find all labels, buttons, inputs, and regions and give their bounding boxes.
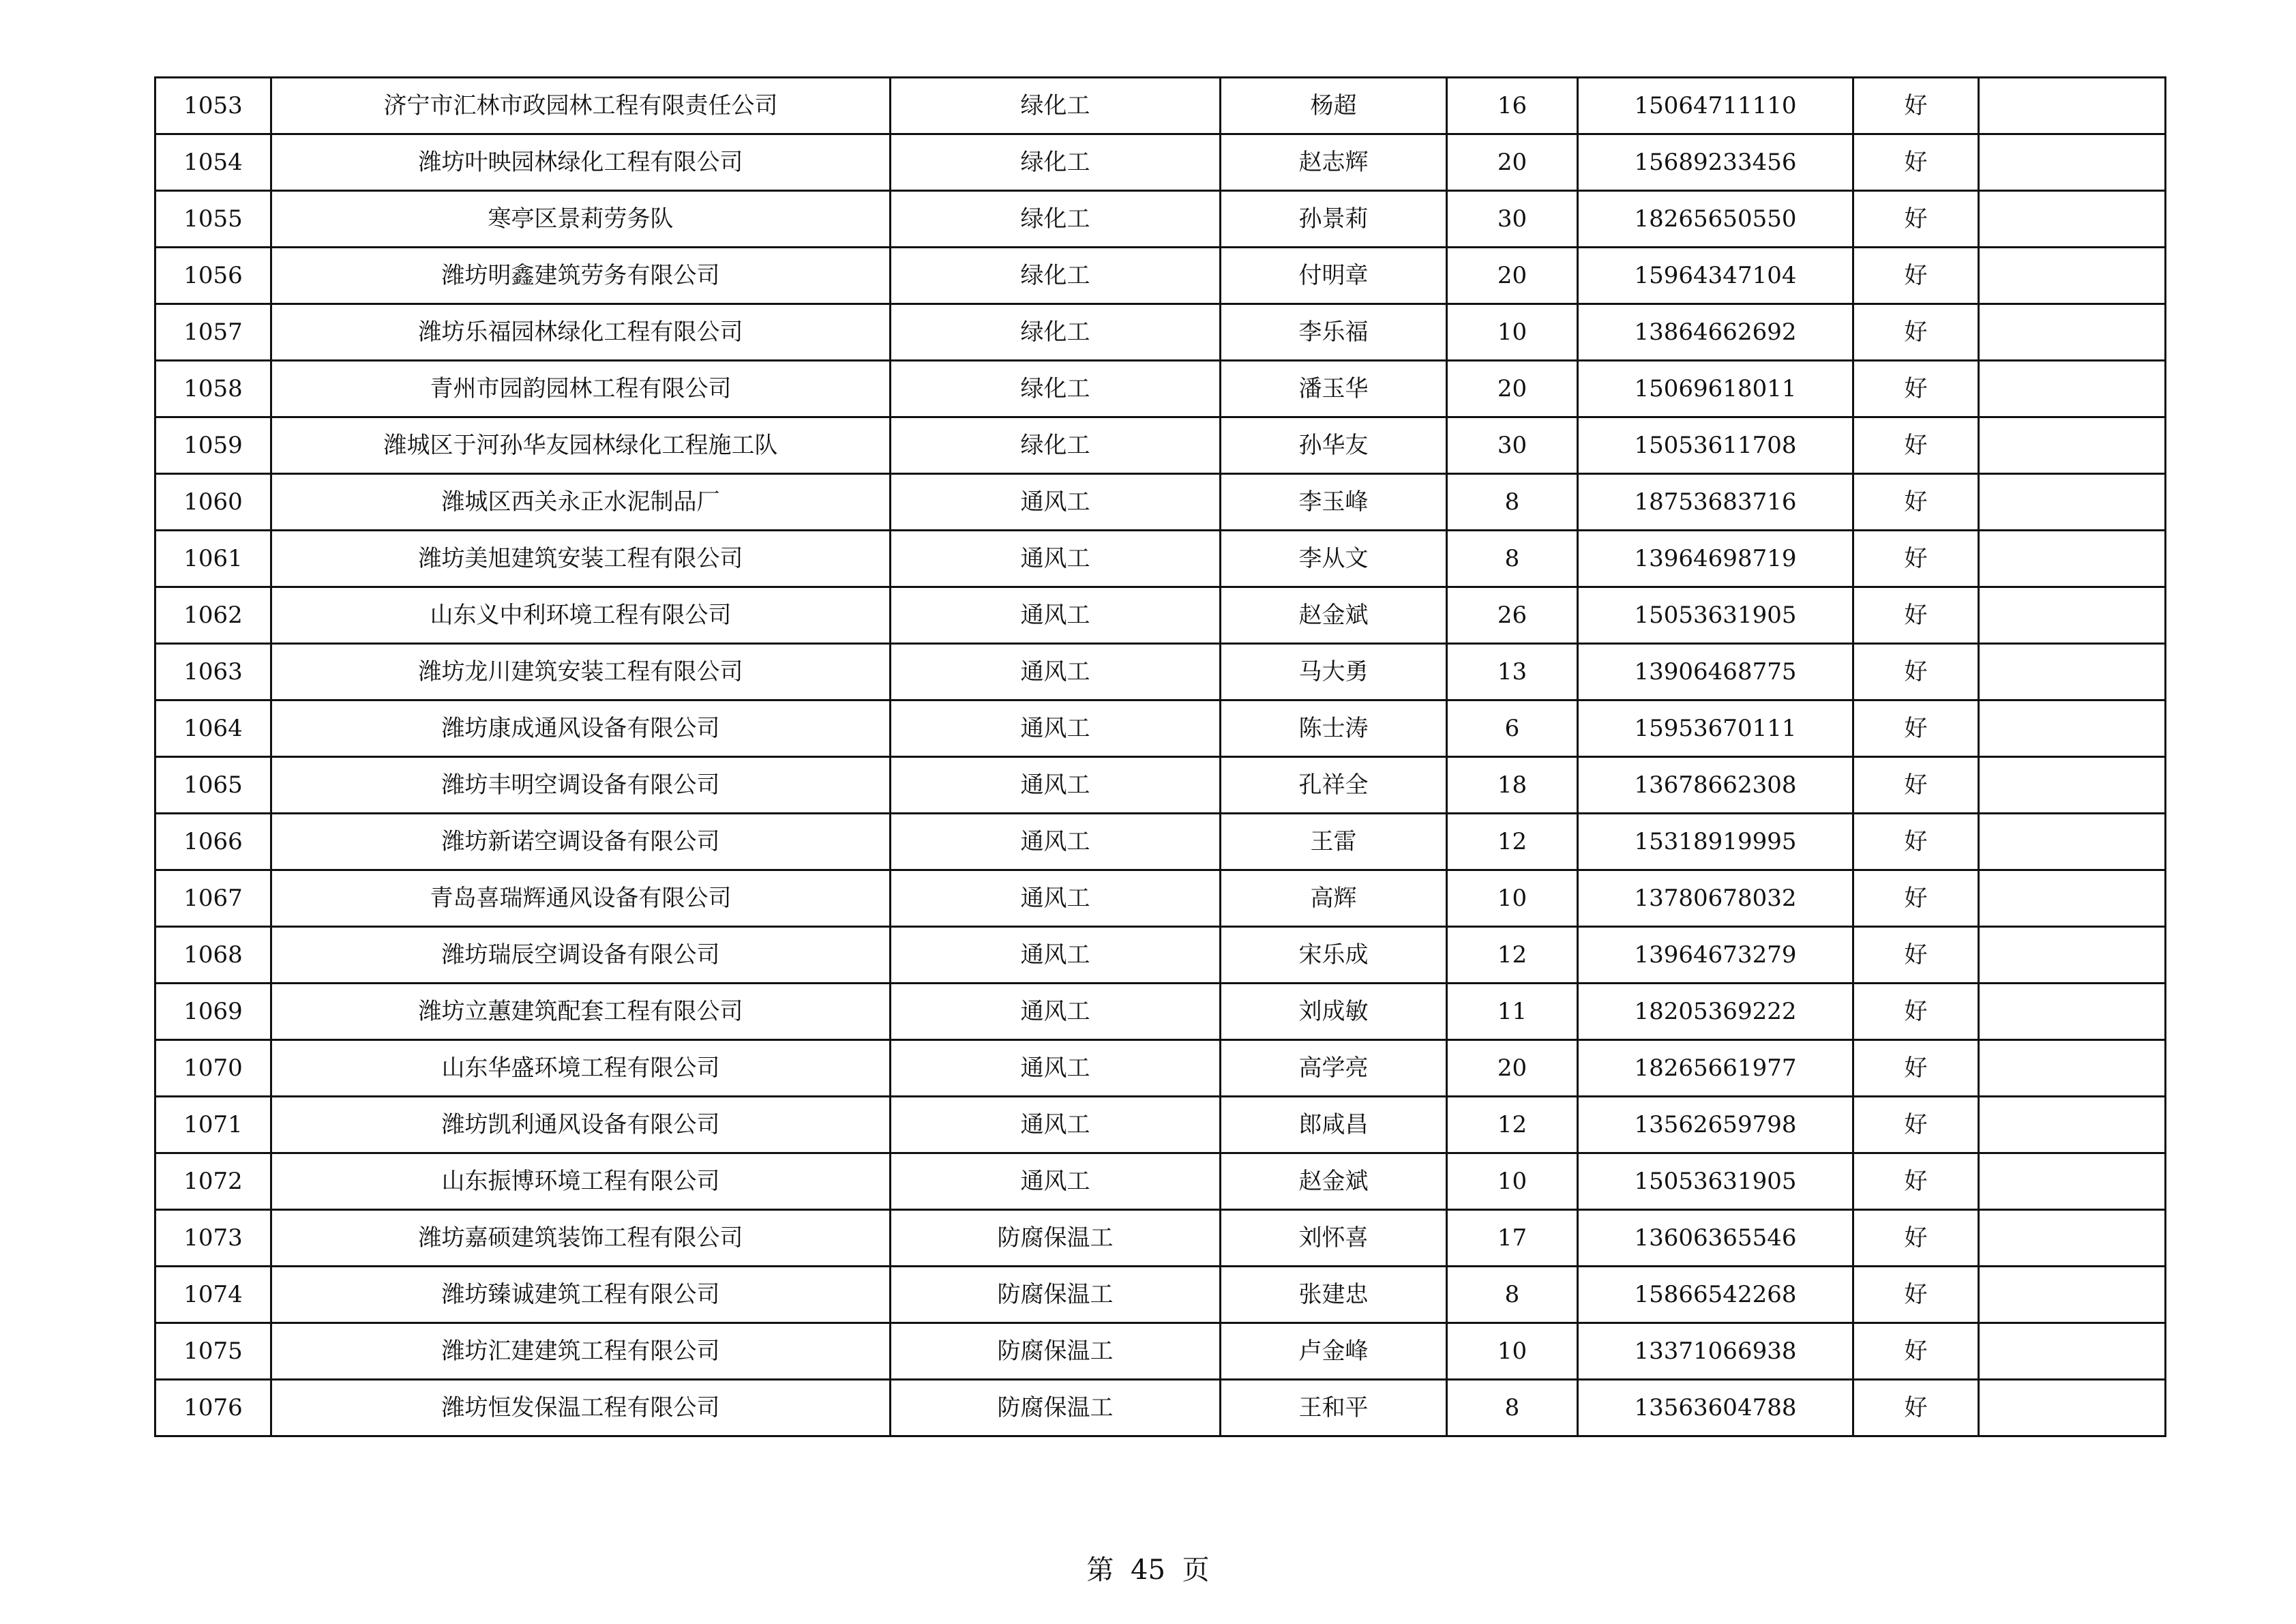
cell-number: 1053 xyxy=(155,78,271,134)
cell-phone: 15069618011 xyxy=(1578,361,1853,417)
cell-rating: 好 xyxy=(1853,984,1979,1040)
cell-company: 潍坊丰明空调设备有限公司 xyxy=(271,757,891,814)
cell-contact: 郎咸昌 xyxy=(1221,1097,1447,1153)
cell-number: 1058 xyxy=(155,361,271,417)
cell-count: 18 xyxy=(1447,757,1578,814)
cell-note xyxy=(1979,78,2166,134)
cell-phone: 18205369222 xyxy=(1578,984,1853,1040)
cell-contact: 付明章 xyxy=(1221,248,1447,304)
table-row xyxy=(155,1153,2166,1210)
cell-phone: 13563604788 xyxy=(1578,1380,1853,1436)
cell-trade: 绿化工 xyxy=(891,304,1221,361)
table-row xyxy=(155,78,2166,134)
cell-count: 13 xyxy=(1447,644,1578,700)
cell-trade: 通风工 xyxy=(891,644,1221,700)
cell-note xyxy=(1979,474,2166,531)
cell-company: 潍城区于河孙华友园林绿化工程施工队 xyxy=(271,417,891,474)
cell-phone: 15064711110 xyxy=(1578,78,1853,134)
footer-prefix: 第 xyxy=(1086,1554,1114,1586)
table-row xyxy=(155,644,2166,700)
cell-phone: 15689233456 xyxy=(1578,134,1853,191)
cell-phone: 13864662692 xyxy=(1578,304,1853,361)
cell-rating: 好 xyxy=(1853,644,1979,700)
cell-note xyxy=(1979,587,2166,644)
table-row xyxy=(155,1267,2166,1323)
table-row xyxy=(155,1097,2166,1153)
cell-number: 1065 xyxy=(155,757,271,814)
cell-trade: 防腐保温工 xyxy=(891,1380,1221,1436)
cell-company: 潍坊瑞辰空调设备有限公司 xyxy=(271,927,891,984)
cell-note xyxy=(1979,644,2166,700)
page-footer xyxy=(0,1548,2296,1587)
cell-number: 1054 xyxy=(155,134,271,191)
cell-phone: 13906468775 xyxy=(1578,644,1853,700)
cell-count: 6 xyxy=(1447,700,1578,757)
cell-phone: 18265661977 xyxy=(1578,1040,1853,1097)
cell-number: 1061 xyxy=(155,531,271,587)
cell-count: 20 xyxy=(1447,1040,1578,1097)
cell-phone: 15866542268 xyxy=(1578,1267,1853,1323)
cell-number: 1059 xyxy=(155,417,271,474)
cell-trade: 绿化工 xyxy=(891,417,1221,474)
cell-rating: 好 xyxy=(1853,1097,1979,1153)
cell-count: 10 xyxy=(1447,304,1578,361)
cell-trade: 防腐保温工 xyxy=(891,1267,1221,1323)
table-row xyxy=(155,870,2166,927)
cell-rating: 好 xyxy=(1853,304,1979,361)
cell-count: 20 xyxy=(1447,361,1578,417)
cell-trade: 绿化工 xyxy=(891,248,1221,304)
cell-trade: 通风工 xyxy=(891,984,1221,1040)
cell-note xyxy=(1979,700,2166,757)
cell-number: 1069 xyxy=(155,984,271,1040)
cell-number: 1068 xyxy=(155,927,271,984)
cell-note xyxy=(1979,134,2166,191)
table-row xyxy=(155,1380,2166,1436)
cell-number: 1074 xyxy=(155,1267,271,1323)
cell-trade: 绿化工 xyxy=(891,361,1221,417)
cell-note xyxy=(1979,1040,2166,1097)
cell-rating: 好 xyxy=(1853,1380,1979,1436)
cell-contact: 宋乐成 xyxy=(1221,927,1447,984)
cell-note xyxy=(1979,191,2166,248)
cell-note xyxy=(1979,1267,2166,1323)
cell-trade: 通风工 xyxy=(891,814,1221,870)
cell-number: 1064 xyxy=(155,700,271,757)
cell-count: 17 xyxy=(1447,1210,1578,1267)
table-row xyxy=(155,1323,2166,1380)
cell-company: 寒亭区景莉劳务队 xyxy=(271,191,891,248)
cell-rating: 好 xyxy=(1853,1323,1979,1380)
cell-phone: 15053611708 xyxy=(1578,417,1853,474)
cell-number: 1056 xyxy=(155,248,271,304)
cell-company: 青岛喜瑞辉通风设备有限公司 xyxy=(271,870,891,927)
cell-contact: 赵金斌 xyxy=(1221,587,1447,644)
cell-note xyxy=(1979,304,2166,361)
cell-count: 16 xyxy=(1447,78,1578,134)
table-row xyxy=(155,587,2166,644)
cell-rating: 好 xyxy=(1853,700,1979,757)
cell-company: 潍坊新诺空调设备有限公司 xyxy=(271,814,891,870)
cell-phone: 18753683716 xyxy=(1578,474,1853,531)
cell-count: 8 xyxy=(1447,531,1578,587)
cell-contact: 李乐福 xyxy=(1221,304,1447,361)
cell-count: 10 xyxy=(1447,1323,1578,1380)
table-row xyxy=(155,1040,2166,1097)
cell-rating: 好 xyxy=(1853,757,1979,814)
table-body xyxy=(155,78,2166,1436)
cell-company: 潍坊明鑫建筑劳务有限公司 xyxy=(271,248,891,304)
cell-contact: 陈士涛 xyxy=(1221,700,1447,757)
table-row xyxy=(155,814,2166,870)
cell-number: 1063 xyxy=(155,644,271,700)
cell-contact: 刘怀喜 xyxy=(1221,1210,1447,1267)
cell-phone: 18265650550 xyxy=(1578,191,1853,248)
table-row xyxy=(155,927,2166,984)
cell-company: 潍坊嘉硕建筑装饰工程有限公司 xyxy=(271,1210,891,1267)
cell-company: 济宁市汇林市政园林工程有限责任公司 xyxy=(271,78,891,134)
cell-rating: 好 xyxy=(1853,1210,1979,1267)
cell-rating: 好 xyxy=(1853,248,1979,304)
cell-contact: 孔祥全 xyxy=(1221,757,1447,814)
cell-company: 山东华盛环境工程有限公司 xyxy=(271,1040,891,1097)
cell-note xyxy=(1979,870,2166,927)
cell-number: 1057 xyxy=(155,304,271,361)
cell-note xyxy=(1979,814,2166,870)
cell-count: 8 xyxy=(1447,1380,1578,1436)
cell-count: 12 xyxy=(1447,927,1578,984)
cell-contact: 马大勇 xyxy=(1221,644,1447,700)
cell-trade: 通风工 xyxy=(891,700,1221,757)
cell-number: 1073 xyxy=(155,1210,271,1267)
cell-rating: 好 xyxy=(1853,361,1979,417)
cell-trade: 通风工 xyxy=(891,927,1221,984)
table-row xyxy=(155,191,2166,248)
cell-contact: 张建忠 xyxy=(1221,1267,1447,1323)
cell-trade: 通风工 xyxy=(891,1153,1221,1210)
cell-contact: 高学亮 xyxy=(1221,1040,1447,1097)
cell-contact: 赵志辉 xyxy=(1221,134,1447,191)
cell-rating: 好 xyxy=(1853,1153,1979,1210)
cell-trade: 绿化工 xyxy=(891,134,1221,191)
footer-suffix: 页 xyxy=(1182,1554,1210,1586)
cell-contact: 刘成敏 xyxy=(1221,984,1447,1040)
cell-count: 20 xyxy=(1447,134,1578,191)
cell-count: 11 xyxy=(1447,984,1578,1040)
cell-contact: 杨超 xyxy=(1221,78,1447,134)
cell-contact: 王和平 xyxy=(1221,1380,1447,1436)
cell-contact: 李玉峰 xyxy=(1221,474,1447,531)
cell-phone: 15964347104 xyxy=(1578,248,1853,304)
cell-company: 山东振博环境工程有限公司 xyxy=(271,1153,891,1210)
cell-count: 30 xyxy=(1447,191,1578,248)
cell-phone: 15053631905 xyxy=(1578,1153,1853,1210)
cell-rating: 好 xyxy=(1853,78,1979,134)
cell-rating: 好 xyxy=(1853,814,1979,870)
cell-number: 1060 xyxy=(155,474,271,531)
cell-company: 潍城区西关永正水泥制品厂 xyxy=(271,474,891,531)
cell-number: 1055 xyxy=(155,191,271,248)
cell-trade: 防腐保温工 xyxy=(891,1210,1221,1267)
cell-rating: 好 xyxy=(1853,870,1979,927)
cell-phone: 15318919995 xyxy=(1578,814,1853,870)
cell-note xyxy=(1979,531,2166,587)
cell-company: 青州市园韵园林工程有限公司 xyxy=(271,361,891,417)
cell-trade: 通风工 xyxy=(891,587,1221,644)
cell-note xyxy=(1979,984,2166,1040)
cell-rating: 好 xyxy=(1853,531,1979,587)
cell-note xyxy=(1979,248,2166,304)
cell-company: 潍坊叶映园林绿化工程有限公司 xyxy=(271,134,891,191)
cell-company: 潍坊汇建建筑工程有限公司 xyxy=(271,1323,891,1380)
cell-number: 1075 xyxy=(155,1323,271,1380)
contractor-table xyxy=(154,76,2166,1437)
table-row xyxy=(155,417,2166,474)
cell-trade: 绿化工 xyxy=(891,191,1221,248)
cell-note xyxy=(1979,1153,2166,1210)
cell-company: 潍坊臻诚建筑工程有限公司 xyxy=(271,1267,891,1323)
cell-number: 1066 xyxy=(155,814,271,870)
cell-number: 1062 xyxy=(155,587,271,644)
table-row xyxy=(155,134,2166,191)
table-row xyxy=(155,248,2166,304)
table-row xyxy=(155,1210,2166,1267)
cell-number: 1072 xyxy=(155,1153,271,1210)
cell-note xyxy=(1979,361,2166,417)
cell-count: 12 xyxy=(1447,1097,1578,1153)
cell-number: 1070 xyxy=(155,1040,271,1097)
cell-contact: 李从文 xyxy=(1221,531,1447,587)
cell-phone: 13780678032 xyxy=(1578,870,1853,927)
cell-trade: 绿化工 xyxy=(891,78,1221,134)
cell-count: 30 xyxy=(1447,417,1578,474)
cell-number: 1076 xyxy=(155,1380,271,1436)
cell-trade: 通风工 xyxy=(891,757,1221,814)
cell-contact: 卢金峰 xyxy=(1221,1323,1447,1380)
cell-trade: 通风工 xyxy=(891,870,1221,927)
table-row xyxy=(155,474,2166,531)
cell-company: 潍坊凯利通风设备有限公司 xyxy=(271,1097,891,1153)
cell-company: 潍坊乐福园林绿化工程有限公司 xyxy=(271,304,891,361)
cell-contact: 王雷 xyxy=(1221,814,1447,870)
table-row xyxy=(155,304,2166,361)
page-number: 45 xyxy=(1131,1554,1165,1586)
cell-contact: 赵金斌 xyxy=(1221,1153,1447,1210)
cell-company: 潍坊立蕙建筑配套工程有限公司 xyxy=(271,984,891,1040)
cell-count: 26 xyxy=(1447,587,1578,644)
cell-rating: 好 xyxy=(1853,1267,1979,1323)
cell-count: 8 xyxy=(1447,474,1578,531)
cell-trade: 通风工 xyxy=(891,531,1221,587)
cell-phone: 13678662308 xyxy=(1578,757,1853,814)
cell-rating: 好 xyxy=(1853,191,1979,248)
cell-company: 潍坊美旭建筑安装工程有限公司 xyxy=(271,531,891,587)
cell-rating: 好 xyxy=(1853,927,1979,984)
cell-rating: 好 xyxy=(1853,1040,1979,1097)
table-row xyxy=(155,531,2166,587)
cell-count: 10 xyxy=(1447,870,1578,927)
cell-contact: 孙华友 xyxy=(1221,417,1447,474)
cell-phone: 13371066938 xyxy=(1578,1323,1853,1380)
cell-contact: 潘玉华 xyxy=(1221,361,1447,417)
cell-phone: 15953670111 xyxy=(1578,700,1853,757)
cell-company: 山东义中利环境工程有限公司 xyxy=(271,587,891,644)
cell-phone: 13562659798 xyxy=(1578,1097,1853,1153)
cell-phone: 13964698719 xyxy=(1578,531,1853,587)
cell-count: 8 xyxy=(1447,1267,1578,1323)
cell-company: 潍坊龙川建筑安装工程有限公司 xyxy=(271,644,891,700)
cell-note xyxy=(1979,1097,2166,1153)
cell-note xyxy=(1979,927,2166,984)
cell-contact: 孙景莉 xyxy=(1221,191,1447,248)
table-row xyxy=(155,757,2166,814)
cell-company: 潍坊恒发保温工程有限公司 xyxy=(271,1380,891,1436)
cell-number: 1071 xyxy=(155,1097,271,1153)
table-row xyxy=(155,984,2166,1040)
cell-number: 1067 xyxy=(155,870,271,927)
cell-note xyxy=(1979,1323,2166,1380)
cell-rating: 好 xyxy=(1853,134,1979,191)
cell-count: 12 xyxy=(1447,814,1578,870)
cell-note xyxy=(1979,1380,2166,1436)
cell-trade: 防腐保温工 xyxy=(891,1323,1221,1380)
cell-note xyxy=(1979,757,2166,814)
cell-trade: 通风工 xyxy=(891,1040,1221,1097)
cell-phone: 13964673279 xyxy=(1578,927,1853,984)
table-row xyxy=(155,700,2166,757)
cell-company: 潍坊康成通风设备有限公司 xyxy=(271,700,891,757)
cell-count: 20 xyxy=(1447,248,1578,304)
cell-phone: 13606365546 xyxy=(1578,1210,1853,1267)
cell-rating: 好 xyxy=(1853,474,1979,531)
cell-note xyxy=(1979,417,2166,474)
cell-phone: 15053631905 xyxy=(1578,587,1853,644)
cell-rating: 好 xyxy=(1853,587,1979,644)
cell-count: 10 xyxy=(1447,1153,1578,1210)
cell-note xyxy=(1979,1210,2166,1267)
cell-trade: 通风工 xyxy=(891,474,1221,531)
cell-rating: 好 xyxy=(1853,417,1979,474)
cell-contact: 高辉 xyxy=(1221,870,1447,927)
table-row xyxy=(155,361,2166,417)
cell-trade: 通风工 xyxy=(891,1097,1221,1153)
